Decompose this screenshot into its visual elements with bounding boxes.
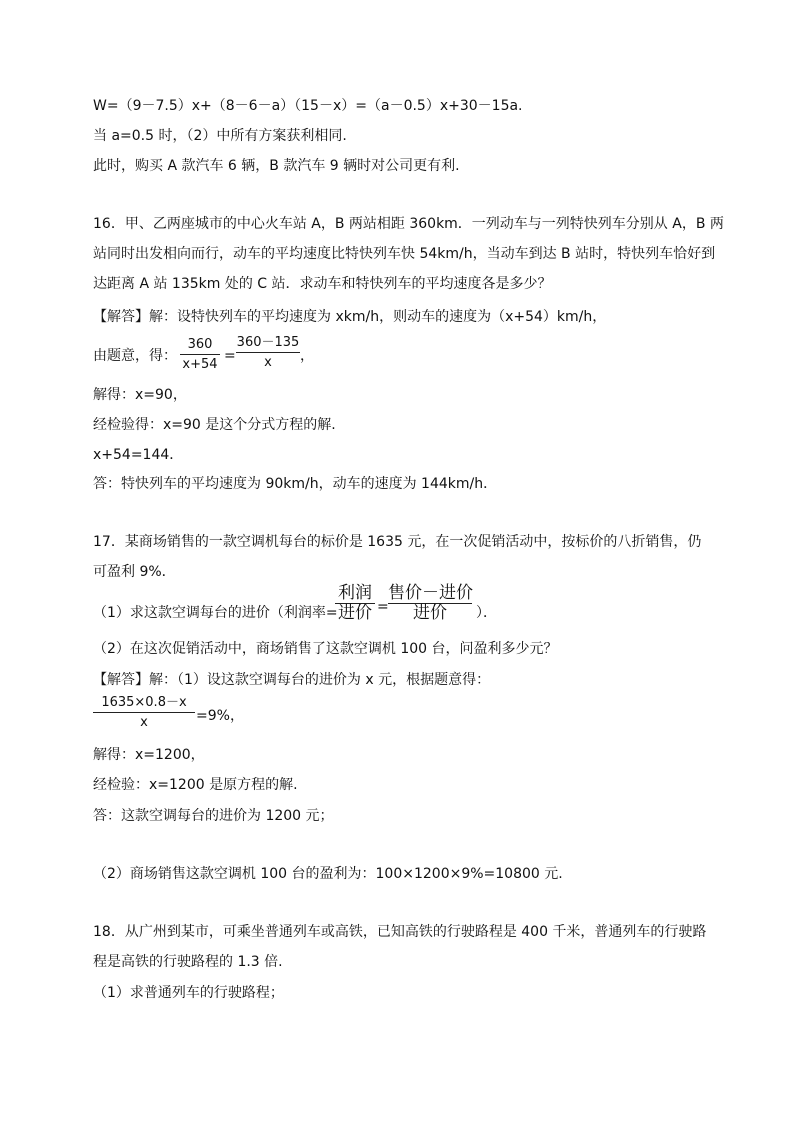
question-17-line-1: 17．某商场销售的一款空调机每台的标价是 1635 元，在一次促销活动中，按标价的八折销售，仍 <box>93 534 702 550</box>
question-16-line-1: 16．甲、乙两座城市的中心火车站 A，B 两站相距 360km．一列动车与一列特快列车分别从 A，B 两 <box>93 216 724 232</box>
solution-line-conclusion: 此时，购买 A 款汽车 6 辆，B 款汽车 9 辆时对公司更有利. <box>93 158 460 174</box>
closing-paren: ）． <box>476 605 497 621</box>
fraction-225-over-x <box>236 334 300 371</box>
fraction-denominator: x <box>264 355 272 370</box>
question-18-line-2: 程是高铁的行驶路程的 1.3 倍. <box>93 954 283 970</box>
question-16-line-2: 站同时出发相向而行，动车的平均速度比特快列车快 54km/h，当动车到达 B 站时，特快列车恰好到 <box>93 246 716 262</box>
fraction-numerator: 1635×0.8－x <box>101 695 187 710</box>
solution-line-equal: 当 a=0.5 时，（2）中所有方案获利相同. <box>93 128 347 144</box>
fraction-price-equation <box>93 694 195 731</box>
fraction-denominator: x <box>140 715 148 730</box>
answer-17-check: 经检验：x=1200 是原方程的解. <box>93 777 298 793</box>
comma: ， <box>300 348 314 364</box>
answer-16-equation-label: 由题意，得： <box>93 348 177 364</box>
answer-17-part-2: （2）商场销售这款空调机 100 台的盈利为：100×1200×9%=10800 元. <box>93 866 563 882</box>
question-18-part-1: （1）求普通列车的行驶路程； <box>93 985 284 1001</box>
fraction-360-over-x54 <box>180 336 220 373</box>
answer-17-setup: 【解答】解：（1）设这款空调每台的进价为 x 元，根据题意得： <box>93 672 491 688</box>
fraction-bar <box>236 352 300 353</box>
fraction-bar <box>93 712 195 713</box>
fraction-denominator: 进价 <box>338 603 372 623</box>
question-18-line-1: 18．从广州到某市，可乘坐普通列车或高铁，已知高铁的行驶路程是 400 千米，普通列车的行驶路 <box>93 924 707 940</box>
fraction-profit-over-cost <box>335 585 375 622</box>
fraction-bar <box>180 354 220 355</box>
fraction-numerator: 360－135 <box>236 335 300 350</box>
answer-16-calc: x+54=144． <box>93 447 184 463</box>
answer-16-setup: 【解答】解：设特快列车的平均速度为 xkm/h，则动车的速度为（x+54）km/h， <box>93 309 607 325</box>
answer-16-solve: 解得：x=90， <box>93 387 187 403</box>
answer-17-solve: 解得：x=1200， <box>93 747 205 763</box>
answer-17-conclusion: 答：这款空调每台的进价为 1200 元； <box>93 808 334 824</box>
solution-line-w: W=（9－7.5）x+（8－6－a）（15－x）=（a－0.5）x+30－15a. <box>93 98 523 114</box>
question-16-line-3: 达距离 A 站 135km 处的 C 站．求动车和特快列车的平均速度各是多少？ <box>93 276 552 292</box>
equals-sign: = <box>377 599 389 615</box>
question-17-line-2: 可盈利 9%． <box>93 564 176 580</box>
equals-sign: = <box>224 348 236 364</box>
answer-16-check: 经检验得：x=90 是这个分式方程的解. <box>93 417 336 433</box>
equation-result: =9%， <box>196 708 244 724</box>
fraction-numerator: 售价－进价 <box>388 583 473 603</box>
fraction-denominator: 进价 <box>413 603 447 623</box>
question-17-part-1: （1）求这款空调每台的进价（利润率= <box>93 605 338 621</box>
question-17-part-2: （2）在这次促销活动中，商场销售了这款空调机 100 台，问盈利多少元？ <box>93 641 558 657</box>
fraction-denominator: x+54 <box>182 357 218 372</box>
fraction-numerator: 360 <box>187 337 213 352</box>
fraction-numerator: 利润 <box>338 583 372 603</box>
answer-16-conclusion: 答：特快列车的平均速度为 90km/h，动车的速度为 144km/h． <box>93 476 498 492</box>
fraction-margin-over-cost <box>388 585 472 622</box>
